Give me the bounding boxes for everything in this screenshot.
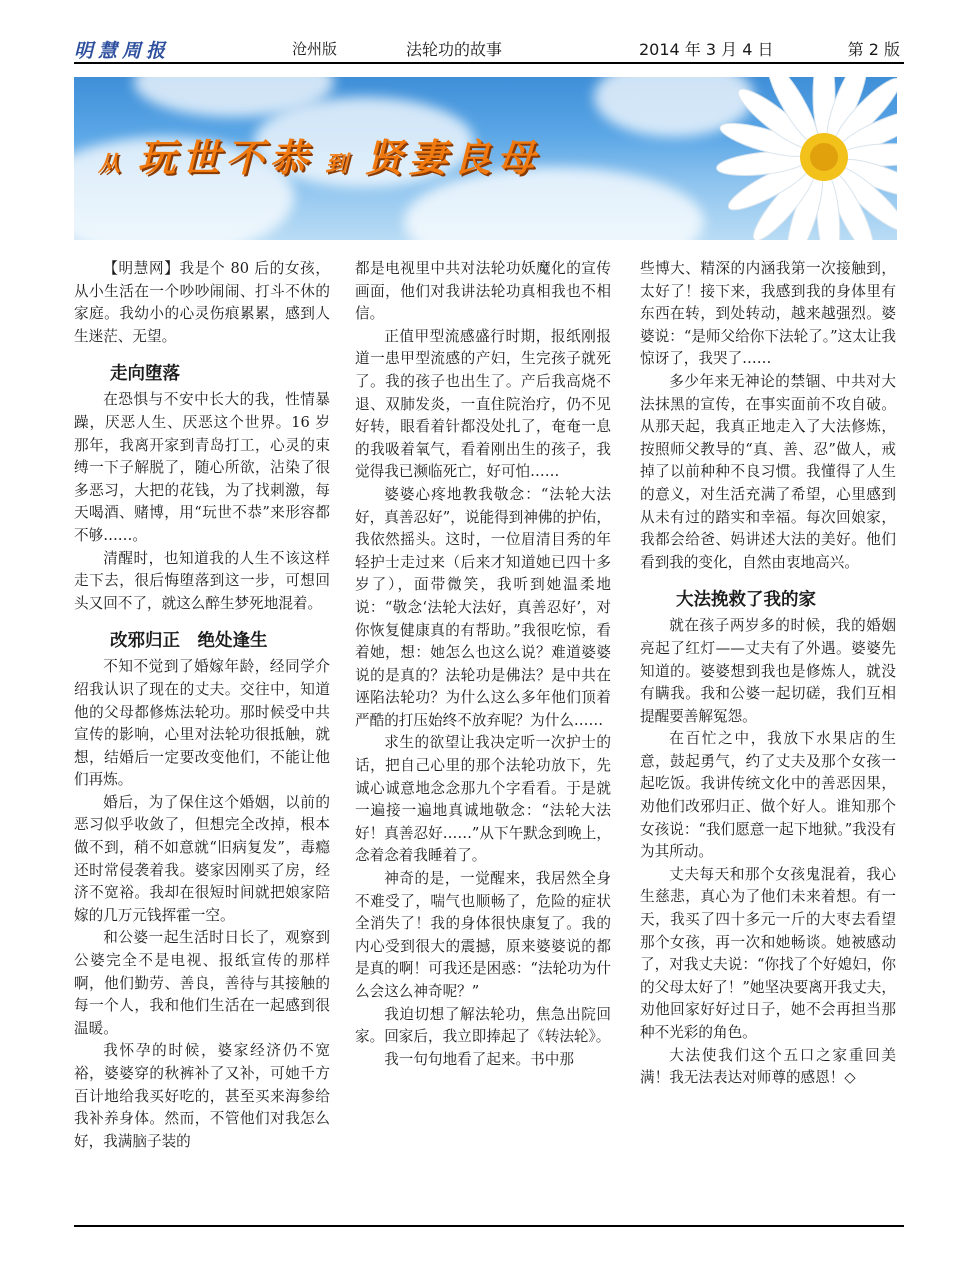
- paragraph: 清醒时，也知道我的人生不该这样走下去，很后悔堕落到这一步，可想回头又回不了，就这么醉生梦死地混着。: [74, 549, 330, 612]
- paragraph: 我迫切想了解法轮功，焦急出院回家。回家后，我立即捧起了《转法轮》。: [355, 1005, 611, 1046]
- paragraph: 不知不觉到了婚嫁年龄，经同学介绍我认识了现在的丈夫。交往中，知道他的父母都修炼法轮功。那时候受中共宣传的影响，心里对法轮功很抵触，就想，结婚后一定要改变他们，不能让他们再炼。: [74, 658, 330, 789]
- article-column-3: [640, 258, 896, 1090]
- section-title: 法轮功的故事: [406, 40, 503, 59]
- paragraph: 我怀孕的时候，婆家经济仍不宽裕，婆婆穿的秋裤补了又补，可她千方百计地给我买好吃的，甚至买来海参给我补养身体。然而，不管他们对我怎么好，我满脑子装的: [74, 1042, 330, 1150]
- paragraph: 神奇的是，一觉醒来，我居然全身不难受了，喘气也顺畅了，危险的症状全消失了！我的身体很快康复了。我的内心受到很大的震撼，原来婆婆说的都是真的啊！可我还是困惑：“法轮功为什么会这么神奇呢？”: [355, 870, 611, 1000]
- title-banner: [74, 77, 897, 240]
- newspaper-logo: 明慧周报: [74, 40, 171, 62]
- article-intro: 【明慧网】我是个 80 后的女孩，从小生活在一个吵吵闹闹、打斗不休的家庭。我幼小的心灵伤痕累累，感到人生迷茫、无望。: [74, 260, 330, 345]
- section-heading: 走向堕落: [110, 364, 180, 385]
- article-column-2: [355, 258, 611, 1071]
- paragraph: 正值甲型流感盛行时期，报纸刚报道一患甲型流感的产妇，生完孩子就死了。我的孩子也出生了。产后我高烧不退、双肺发炎，一直住院治疗，仍不见好转，眼看着针都没处扎了，奄奄一息的我吸着氧气，看着刚出生的孩子，我觉得我已濒临死亡，好可怕……: [355, 327, 611, 481]
- newspaper-header: [74, 34, 904, 60]
- footer-divider: [74, 1225, 904, 1227]
- section-heading: 大法挽救了我的家: [676, 590, 816, 611]
- section-heading: 改邪归正 绝处逢生: [110, 631, 268, 652]
- paragraph: 和公婆一起生活时日长了，观察到公婆完全不是电视、报纸宣传的那样啊，他们勤劳、善良，善待与其接触的每一个人，我和他们生活在一起感到很温暖。: [74, 929, 330, 1037]
- paragraph: 在恐惧与不安中长大的我，性情暴躁，厌恶人生、厌恶这个世界。16 岁那年，我离开家到青岛打工，心灵的束缚一下子解脱了，随心所欲，沾染了很多恶习，大把的花钱，为了找刺激，每天喝酒、赌博，用“玩世不恭”来形容都不够……。: [74, 391, 330, 544]
- page-number: 第 2 版: [847, 40, 900, 59]
- paragraph: 求生的欲望让我决定听一次护士的话，把自己心里的那个法轮功放下，先诚心诚意地念念那九个字看看。于是就一遍接一遍地真诚地敬念：“法轮大法好！真善忍好……”从下午默念到晚上，念着念着我睡着了。: [355, 734, 611, 865]
- paragraph: 多少年来无神论的禁锢、中共对大法抹黑的宣传，在事实面前不攻自破。从那天起，我真正地走入了大法修炼，按照师父教导的“真、善、忍”做人，戒掉了以前种种不良习惯。我懂得了人生的意义，对生活充满了希望，心里感到从未有过的踏实和幸福。每次回娘家，我都会给爸、妈讲述大法的美好。他们看到我的变化，自然由衷地高兴。: [640, 372, 896, 571]
- article-column-1: [74, 258, 330, 1153]
- paragraph: 我一句句地看了起来。书中那: [384, 1050, 574, 1068]
- banner-title: 从 玩世不恭 到 贤妻良母: [98, 135, 541, 180]
- edition-label: 沧州版: [292, 40, 338, 58]
- paragraph: 些博大、精深的内涵我第一次接触到，太好了！接下来，我感到我的身体里有东西在转，到处转动，越来越强烈。婆婆说：“是师父给你下法轮了。”这太让我惊讶了，我哭了……: [640, 260, 896, 368]
- daisy-flower-icon: [714, 77, 897, 240]
- paragraph: 都是电视里中共对法轮功妖魔化的宣传画面，他们对我讲法轮功真相我也不相信。: [355, 260, 611, 323]
- paragraph: 丈夫每天和那个女孩鬼混着，我心生慈悲，真心为了他们未来着想。有一天，我买了四十多元一斤的大枣去看望那个女孩，再一次和她畅谈。她被感动了，对我丈夫说：“你找了个好媳妇，你的父母太好了！”她坚决要离开我丈夫，劝他回家好好过日子，她不会再担当那种不光彩的角色。: [640, 865, 896, 1041]
- issue-date: 2014 年 3 月 4 日: [639, 40, 774, 59]
- paragraph: 就在孩子两岁多的时候，我的婚姻亮起了红灯——丈夫有了外遇。婆婆先知道的。婆婆想到我也是修炼人，就没有瞒我。我和公婆一起切磋，我们互相提醒要善解冤怨。: [640, 617, 896, 725]
- paragraph: 婆婆心疼地教我敬念：“法轮大法好，真善忍好”，说能得到神佛的护佑，我依然摇头。这时，一位眉清目秀的年轻护士走过来（后来才知道她已四十多岁了），面带微笑，我听到她温柔地说：“敬念‘法轮大法好，真善忍好’，对你恢复健康真的有帮助。”我很吃惊，看着她，想：她怎么也这么说？难道婆婆说的是真的？法轮功是佛法？是中共在诬陷法轮功？为什么这么多年他们顶着严酷的打压始终不放弃呢？为什么……: [355, 485, 611, 729]
- paragraph: 在百忙之中，我放下水果店的生意，鼓起勇气，约了丈夫及那个女孩一起吃饭。我讲传统文化中的善恶因果，劝他们改邪归正、做个好人。谁知那个女孩说：“我们愿意一起下地狱。”我没有为其所动。: [640, 730, 896, 861]
- paragraph: 婚后，为了保住这个婚姻，以前的恶习似乎收敛了，但想完全改掉，根本做不到，稍不如意就“旧病复发”，毒瘾还时常侵袭着我。婆家因刚买了房，经济不宽裕。我却在很短时间就把娘家陪嫁的几万元钱挥霍一空。: [74, 793, 330, 924]
- paragraph: 大法使我们这个五口之家重回美满！我无法表达对师尊的感恩！◇: [640, 1046, 896, 1087]
- header-divider: [74, 62, 904, 64]
